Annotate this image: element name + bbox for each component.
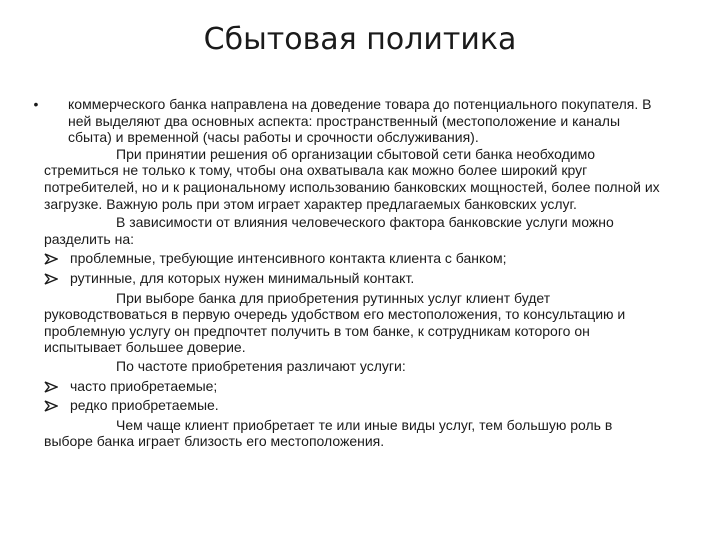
list-item bbox=[44, 270, 664, 287]
arrow-bullet-icon bbox=[44, 400, 58, 412]
bullet-dot-icon: • bbox=[33, 96, 39, 112]
slide-body bbox=[33, 96, 664, 450]
list-item-text: редко приобретаемые. bbox=[70, 397, 219, 414]
paragraph-frequency: По частоте приобретения различают услуги: bbox=[116, 357, 406, 374]
paragraph-human-factor: В зависимости от влияния человеческого фактора банковские услуги можно разделить на: bbox=[44, 214, 614, 247]
bullet-paragraph bbox=[33, 96, 664, 146]
arrow-bullet-icon bbox=[44, 253, 58, 265]
list-item-text: рутинные, для которых нужен минимальный контакт. bbox=[70, 269, 415, 286]
arrow-bullet-icon bbox=[44, 273, 58, 285]
list-item bbox=[44, 378, 664, 395]
paragraph-text: коммерческого банка направлена на доведение товара до потенциального покупателя. В ней выделяют два основных аспекта: пространственный (местоположение и каналы сбыта) и временной (часы работы и срочности обслуживания). bbox=[68, 96, 652, 146]
paragraph-sales-network: При принятии решения об организации сбытовой сети банка необходимо стремиться не только к тому, чтобы она охватывала как можно более широкий круг потребителей, но и к рациональному использованию банковских мощностей, более полной их загрузке. Важную роль при этом играет характер предлагаемых банковских услуг. bbox=[44, 145, 660, 212]
list-item-text: проблемные, требующие интенсивного контакта клиента с банком; bbox=[70, 250, 507, 267]
paragraph-conclusion: Чем чаще клиент приобретает те или иные виды услуг, тем большую роль в выборе банка играет близость его местоположения. bbox=[44, 416, 613, 450]
paragraph-routine-services: При выборе банка для приобретения рутинных услуг клиент будет руководствоваться в первую очередь удобством его местоположения, то консультацию и проблемную услугу он предпочтет получить в том банке, к сотрудникам которого он испытывает большее доверие. bbox=[44, 289, 626, 356]
list-item-text: часто приобретаемые; bbox=[70, 377, 218, 394]
slide-title: Сбытовая политика bbox=[203, 22, 517, 57]
list-item bbox=[44, 397, 664, 414]
arrow-bullet-icon bbox=[44, 381, 58, 393]
list-item bbox=[44, 250, 664, 267]
